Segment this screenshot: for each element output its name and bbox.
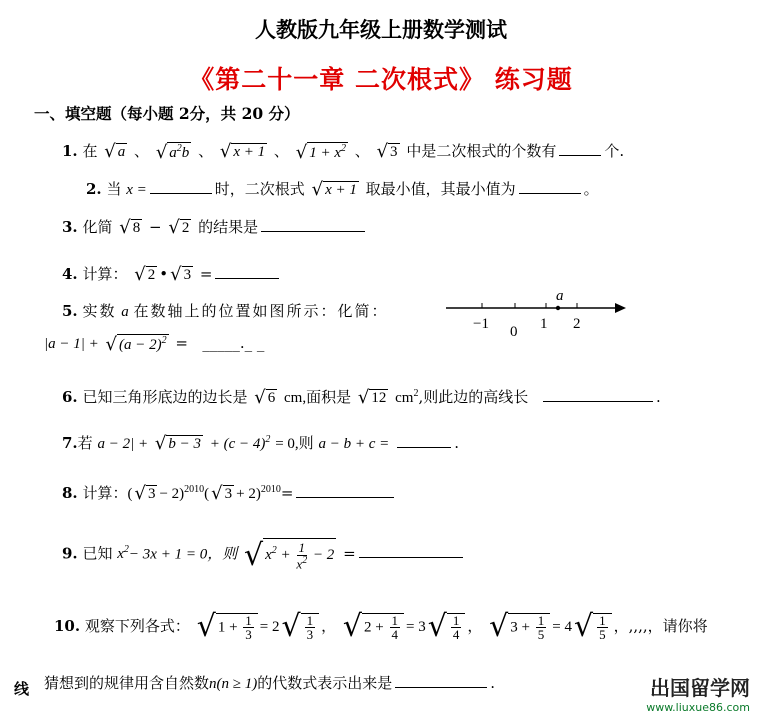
point-a: [556, 306, 560, 310]
radical: √ 3: [376, 141, 398, 163]
question-2: 2. 当 x = 时，二次根式 √ x + 1 取最小值，其最小值为 。: [86, 179, 599, 201]
radical: √ 3: [211, 483, 233, 505]
question-number: 3.: [62, 218, 78, 236]
tick-label: 0: [510, 324, 518, 340]
radical: √ 8: [119, 217, 141, 239]
radical: √ 2: [168, 217, 190, 239]
radical: √ $\frac{1}{3}$: [282, 612, 320, 642]
answer-blank[interactable]: [261, 230, 365, 232]
question-text: 在: [82, 142, 98, 160]
page-title: 人教版九年级上册数学测试: [255, 17, 507, 42]
radical: √ 3 + $\frac{1}{5}$: [489, 612, 550, 642]
radical: √ 3: [134, 483, 156, 505]
question-number: 8.: [62, 484, 78, 502]
question-7: 7.若 a − 2| + √ b − 3 + $(c - 4)^2 = 0$,则 a − b + c = .: [62, 433, 460, 455]
arrow-right-icon: [615, 303, 626, 313]
question-4: 4. 计算： √ 2 • √ 3 =: [62, 263, 282, 284]
radical: √ b − 3: [154, 433, 201, 455]
radical: √ $1 + x^2$: [295, 142, 346, 164]
radical: √ 12: [357, 387, 387, 409]
question-number: 7.: [62, 434, 78, 452]
answer-blank[interactable]: _____._ _: [202, 334, 265, 353]
question-6: 6. 已知三角形底边的边长是 √ 6 cm,面积是 √ 12 $cm^2$,则此边的高线长 .: [62, 387, 661, 409]
question-1: 1. 在 √ a 、 √ $a^2b$ 、 √ x + 1 、 √ $1 + x^2$ 、 √ 3 中是二次根式的个数有 个.: [62, 141, 625, 164]
question-8: 8. 计算：( √ 3 − 2)$^{2010}$( √ 3 + 2)$^{2010}$=: [62, 482, 397, 503]
radical: √ $\frac{1}{4}$: [428, 612, 466, 642]
radical: √ 3: [170, 264, 192, 286]
question-number: 5.: [62, 302, 78, 320]
radical: √ $x^2$ + $\frac{1}{x^2}$ − 2: [243, 537, 335, 573]
watermark: [646, 672, 750, 714]
watermark-logo-text: 出国留学网: [650, 676, 750, 700]
question-9: 9. 已知 $x^2- 3x + 1 = 0$，则 √ $x^2$ + $\frac{1}{x^2}$ − 2 =: [62, 538, 466, 571]
radical: √ 2 + $\frac{1}{4}$: [343, 612, 404, 642]
question-number: 4.: [62, 265, 78, 283]
tick-label: −1: [473, 316, 489, 332]
page-subtitle: 《第二十一章 二次根式》 练习题: [189, 65, 573, 94]
point-label: a: [556, 288, 564, 304]
radical: √ a: [104, 141, 126, 163]
radical: √ 6: [254, 387, 276, 409]
answer-blank[interactable]: [296, 496, 394, 498]
radical: √ 2: [134, 264, 156, 286]
question-number: 9.: [62, 544, 78, 563]
answer-blank[interactable]: [150, 192, 212, 194]
number-line: [440, 286, 640, 344]
question-number: 6.: [62, 388, 78, 406]
tick-label: 2: [573, 316, 581, 332]
answer-blank[interactable]: [519, 192, 581, 194]
question-number: 1.: [62, 142, 78, 160]
radical: √ x + 1: [311, 179, 357, 201]
question-3: 3. 化简 √ 8 − √ 2 的结果是: [62, 216, 368, 237]
radical: √ $(a - 2)^2$: [105, 334, 167, 356]
answer-blank[interactable]: [215, 277, 279, 279]
answer-blank[interactable]: [395, 686, 487, 688]
radical: √ $a^2b$: [155, 142, 190, 164]
section-heading: 一、填空题（每小题 2分，共 20 分）: [34, 104, 300, 123]
radical: √ 1 + $\frac{1}{3}$: [197, 612, 258, 642]
radical: √ $\frac{1}{5}$: [574, 612, 612, 642]
answer-blank[interactable]: [559, 154, 601, 156]
radical: √ x + 1: [219, 141, 266, 163]
question-5: 5. 实数 a 在数轴上的位置如图所示：化简：: [62, 302, 389, 320]
tick-label: 1: [540, 316, 548, 332]
question-number: 2.: [86, 180, 102, 198]
question-number: 10.: [54, 617, 81, 635]
watermark-url: www.liuxue86.com: [646, 701, 750, 714]
question-10-continued: 猜想到的规律用含自然数n(n ≥ 1)的代数式表示出来是 .: [44, 674, 496, 692]
question-10: 10. 观察下列各式： √ 1 + $\frac{1}{3}$ = 2 √ $\frac{1}{3}$ ， √ 2 + $\frac{1}{4}$ = 3 √ $\frac{1}{4}$ ， √ 3 + $\frac{1}{5}$ = 4 √ $\frac{1}{5}$ ，,,,,，请你将: [54, 609, 708, 644]
answer-blank[interactable]: [359, 556, 463, 558]
binding-line-label: 线: [14, 680, 30, 698]
answer-blank[interactable]: [397, 446, 451, 448]
question-5-expression: |a − 1| + √ $(a - 2)^2$ = _____._ _: [44, 334, 265, 356]
answer-blank[interactable]: [543, 400, 653, 402]
